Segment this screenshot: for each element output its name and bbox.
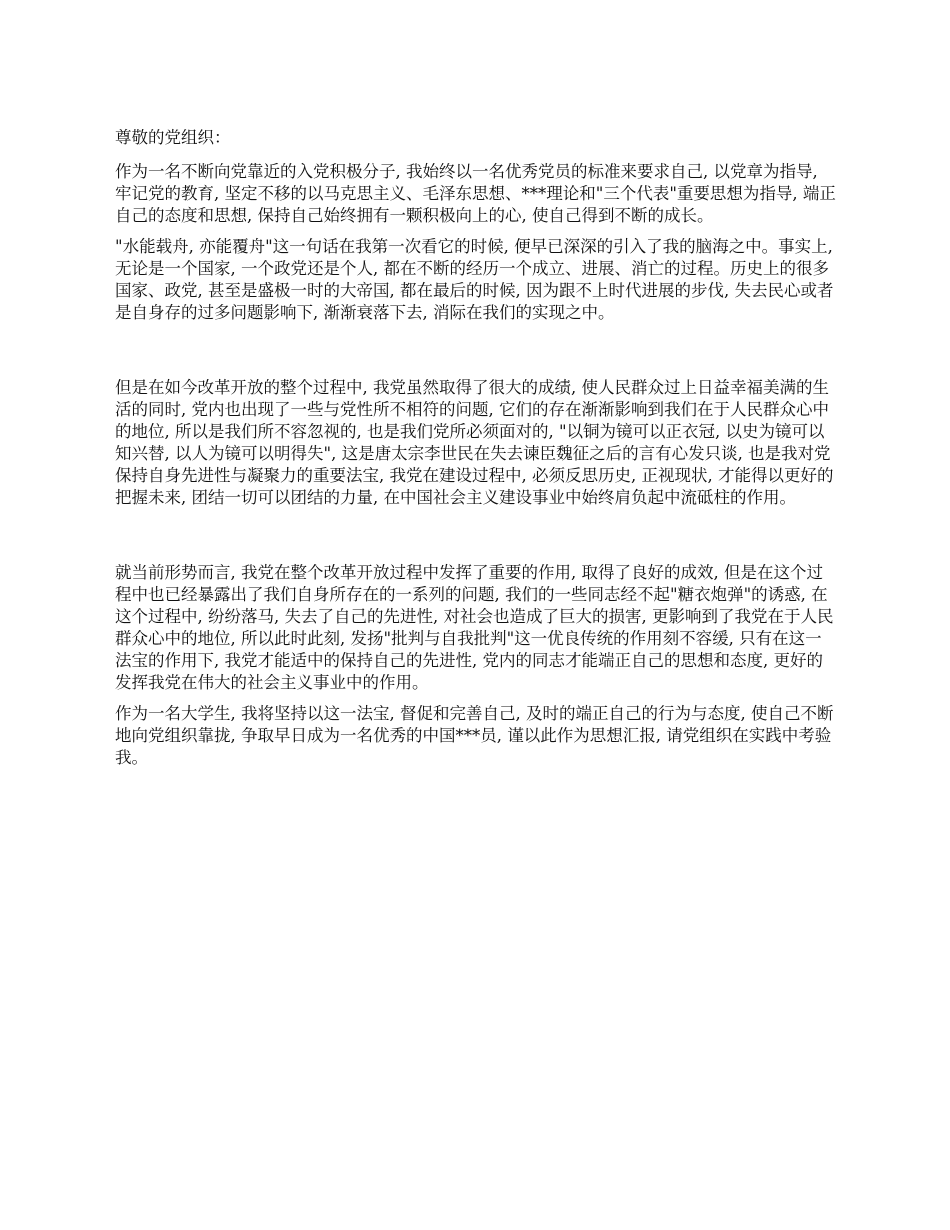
paragraph-2: "水能载舟, 亦能覆舟"这一句话在我第一次看它的时候, 便早已深深的引入了我的脑海之中。事实上, 无论是一个国家, 一个政党还是个人, 都在不断的经历一个成立、进展、消亡的过程。历史上的很多国家、政党, 甚至是盛极一时的大帝国, 都在最后的时候, 因为跟不上时代进展的步伐, 失去民心或者是自身存的过多问题影响下, 渐渐衰落下去, 消际在我们的实现之中。 xyxy=(115,237,834,322)
paragraph-1: 作为一名不断向党靠近的入党积极分子, 我始终以一名优秀党员的标准来要求自己, 以党章为指导, 牢记党的教育, 坚定不移的以马克思主义、毛泽东思想、***理论和"三个代表"重要思想为指导, 端正自己的态度和思想, 保持自己始终拥有一颗积极向上的心, 使自己得到不断的成长。 xyxy=(115,162,836,225)
paragraph-4: 就当前形势而言, 我党在整个改革开放过程中发挥了重要的作用, 取得了良好的成效, 但是在这个过程中也已经暴露出了我们自身所存在的一系列的问题, 我们的一些同志经不起"糖衣炮弹"的诱惑, 在这个过程中, 纷纷落马, 失去了自己的先进性, 对社会也造成了巨大的损害, 更影响到了我党在于人民群众心中的地位, 所以此时此刻, 发扬"批判与自我批判"这一优良传统的作用刻不容缓, 只有在这一法宝的作用下, 我党才能适中的保持自己的先进性, 党内的同志才能端正自己的思想和态度, 更好的发挥我党在伟大的社会主义事业中的作用。 xyxy=(115,563,834,692)
paragraph-3: 但是在如今改革开放的整个过程中, 我党虽然取得了很大的成绩, 使人民群众过上日益幸福美满的生活的同时, 党内也出现了一些与党性所不相符的问题, 它们的存在渐渐影响到我们在于人民群众心中的地位, 所以是我们所不容忽视的, 也是我们党所必须面对的, "以铜为镜可以正衣冠, 以史为镜可以知兴替, 以人为镜可以明得失", 这是唐太宗李世民在失去谏臣魏征之后的言有心发只谈, 也是我对党保持自身先进性与凝聚力的重要法宝, 我党在建设过程中, 必须反思历史, 正视现状, 才能得以更好的把握未来, 团结一切可以团结的力量, 在中国社会主义建设事业中始终肩负起中流砥柱的作用。 xyxy=(115,378,834,507)
salutation: 尊敬的党组织： xyxy=(115,128,231,147)
paragraph-5: 作为一名大学生, 我将坚持以这一法宝, 督促和完善自己, 及时的端正自己的行为与态度, 使自己不断地向党组织靠拢, 争取早日成为一名优秀的中国***员, 谨以此作为思想汇报, 请党组织在实践中考验我。 xyxy=(115,704,834,767)
document-body xyxy=(115,127,837,778)
